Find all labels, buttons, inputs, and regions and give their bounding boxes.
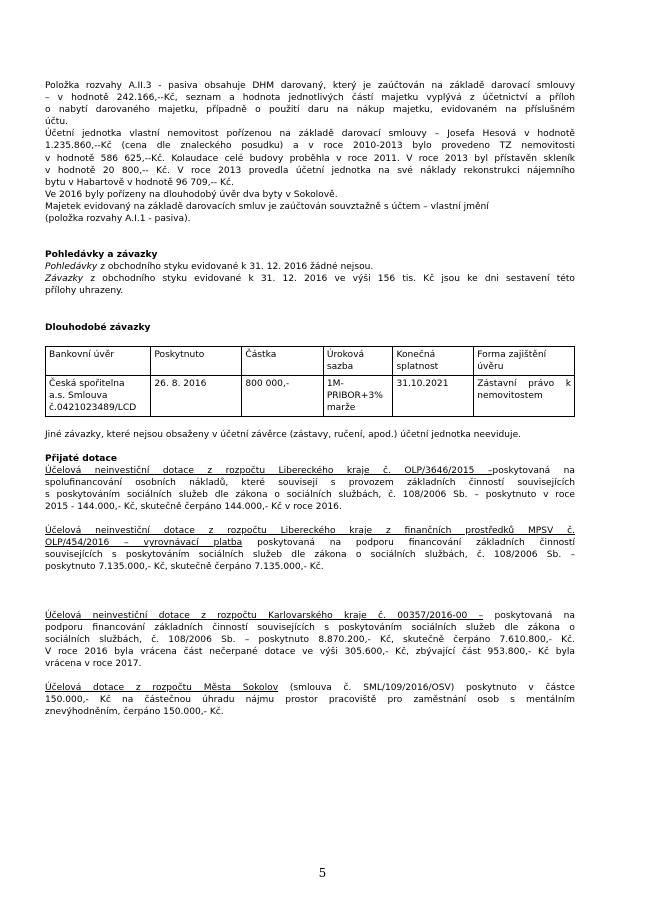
text-line: V roce 2016 byla vrácena část nečerpané dotace ve výši 305.600,- Kč, zbývající část 953.800,- Kč byla	[45, 646, 575, 657]
grant-item	[45, 465, 575, 513]
document-page	[45, 80, 575, 718]
cell-line: 1M-	[326, 378, 344, 389]
table-row	[46, 375, 575, 416]
text-line: účtu.	[45, 117, 68, 128]
text-line: spolufinancování osobních nákladů, které souvisejí s provozem základních činností souvisejících	[45, 477, 575, 488]
column-header: Částka	[242, 346, 323, 375]
table-cell-maturity: 31.10.2021	[393, 375, 474, 416]
table-cell-rate	[323, 375, 393, 416]
cell-line: marže	[326, 402, 356, 413]
cell-line: PRIBOR+3%	[326, 390, 383, 401]
cell-line: č.0421023489/LCD	[49, 402, 137, 413]
grant-item	[45, 525, 575, 573]
receivables-section	[45, 249, 575, 297]
table-cell-bank	[46, 375, 151, 416]
grant-title: Účelová neinvestiční dotace z rozpočtu Karlovarského kraje č. 00357/2016-00 –	[45, 610, 484, 621]
text-line: v hodnotě 586 625,--Kč. Kolaudace celé budovy proběhla v roce 2011. V roce 2013 byl přístavěn skleník	[45, 153, 575, 164]
payables-text: z obchodního styku evidované k 31. 12. 2016 ve výši 156 tis. Kč jsou ke dni sestavení této	[83, 274, 575, 285]
other-liabilities-text: Jiné závazky, které nejsou obsaženy v účetní závěrce (zástavy, ručení, apod.) účetní jednotka neeviduje.	[45, 429, 522, 440]
grant-item	[45, 610, 575, 670]
receivables-label: Pohledávky	[45, 262, 98, 273]
text-line: vrácena v roce 2017.	[45, 658, 142, 669]
grant-text: (smlouva č. SML/109/2016/OSV) poskytnuto v částce	[278, 683, 576, 693]
text-line: (položka rozvahy A.I.1 - pasiva).	[45, 214, 191, 225]
text-line: podporu financování základních činností souvisejících s poskytováním sociálních služeb dle zákona o	[45, 622, 575, 633]
intro-section	[45, 80, 575, 225]
text-line: o nabytí darovaného majetku, případně o použití daru na nákup majetku, evidovaném na příslušném	[45, 105, 575, 116]
text-line: znevýhodněním, čerpáno 150.000,- Kč.	[45, 707, 224, 718]
receivables-text: z obchodního styku evidované k 31. 12. 2016 žádné nejsou.	[97, 262, 374, 273]
column-header: Konečná splatnost	[393, 346, 474, 375]
loans-table	[45, 346, 575, 417]
grant-text: poskytovaná na	[492, 465, 575, 476]
payables-label: Závazky	[45, 274, 84, 285]
text-line: Ve 2016 byly pořízeny na dlouhodobý úvěr dva byty v Sokolově.	[45, 189, 338, 200]
table-header-row	[46, 346, 575, 375]
column-header: Úroková sazba	[323, 346, 393, 375]
text-line: poskytnuto 7.135.000,- Kč, skutečně čerpáno 7.135.000,- Kč.	[45, 562, 324, 573]
grant-title: Účelová neinvestiční dotace z rozpočtu Libereckého kraje č. OLP/3646/2015 –	[45, 465, 493, 476]
grant-title: Účelová neinvestiční dotace z rozpočtu Libereckého kraje z finančních prostředků MPSV č.	[45, 526, 575, 537]
table-cell-security	[474, 375, 575, 416]
text-line: 150.000,- Kč na částečnou úhradu nájmu prostor pracoviště pro zaměstnání osob s mentálním	[45, 695, 575, 706]
text-line: přílohy uhrazeny.	[45, 286, 124, 297]
text-line: Položka rozvahy A.II.3 - pasiva obsahuje DHM darovaný, který je zaúčtován na základě darovací smlouvy	[45, 81, 575, 91]
grant-item	[45, 682, 575, 718]
table-cell-date: 26. 8. 2016	[151, 375, 242, 416]
grant-text: poskytovaná na podporu financování základních činností	[242, 538, 575, 549]
text-line: bytu v Habartově v hodnotě 96 709,-- Kč.	[45, 177, 234, 188]
cell-line: Zástavní právo k	[477, 378, 571, 389]
column-header: Forma zajištění úvěru	[474, 346, 575, 375]
text-line: 1.235.860,--Kč (cena dle znaleckého posudku) a v roce 2010-2013 bylo provedeno TZ nemovitosti	[45, 141, 575, 152]
grant-title: Účelová dotace z rozpočtu Města Sokolov	[45, 683, 279, 693]
text-line: – v hodnotě 242.166,--Kč, seznam a hodnota jednotlivých částí majetku vyplývá z účetnictví a příloh	[45, 93, 575, 104]
page-number: 5	[318, 866, 327, 880]
section-heading: Pohledávky a závazky	[45, 250, 158, 261]
cell-line: nemovitostem	[477, 390, 543, 401]
section-heading: Dlouhodobé závazky	[45, 322, 151, 333]
text-line: Majetek evidovaný na základě darovacích smluv je zaúčtován souvztažně s účtem – vlastní jmění	[45, 201, 489, 212]
text-line: souvisejících s poskytováním sociálních služeb dle zákona o sociálních službách, č. 108/2006 Sb. –	[45, 550, 575, 561]
column-header: Bankovní úvěr	[46, 346, 151, 375]
text-line: sociálních službách, č. 108/2006 Sb. – poskytnuto 8.870.200,- Kč, skutečně čerpáno 7.610.800,- Kč.	[45, 634, 575, 645]
cell-line: a.s. Smlouva	[49, 390, 108, 401]
section-heading: Přijaté dotace	[45, 453, 117, 464]
grant-title: OLP/454/2016 – vyrovnávací platba	[45, 538, 243, 549]
table-cell-amount: 800 000,-	[242, 375, 323, 416]
text-line: Účetní jednotka vlastní nemovitost pořízenou na základě darovací smlouvy – Josefa Hesová v hodnotě	[45, 129, 575, 140]
loans-section	[45, 322, 575, 417]
grants-section	[45, 453, 575, 719]
column-header: Poskytnuto	[151, 346, 242, 375]
cell-line: Česká spořitelna	[49, 378, 125, 389]
grant-text: poskytovaná na	[483, 610, 575, 621]
text-line: s poskytováním sociálních služeb dle zákona o sociálních službách, č. 108/2006 Sb. – poskytnuto v roce	[45, 489, 575, 500]
text-line: v hodnotě 20 800,-- Kč. V roce 2013 provedla účetní jednotka na své náklady rekonstrukci nájemního	[45, 165, 575, 176]
text-line: 2015 - 144.000,- Kč, skutečně čerpáno 144.000,- Kč v roce 2016.	[45, 502, 342, 513]
